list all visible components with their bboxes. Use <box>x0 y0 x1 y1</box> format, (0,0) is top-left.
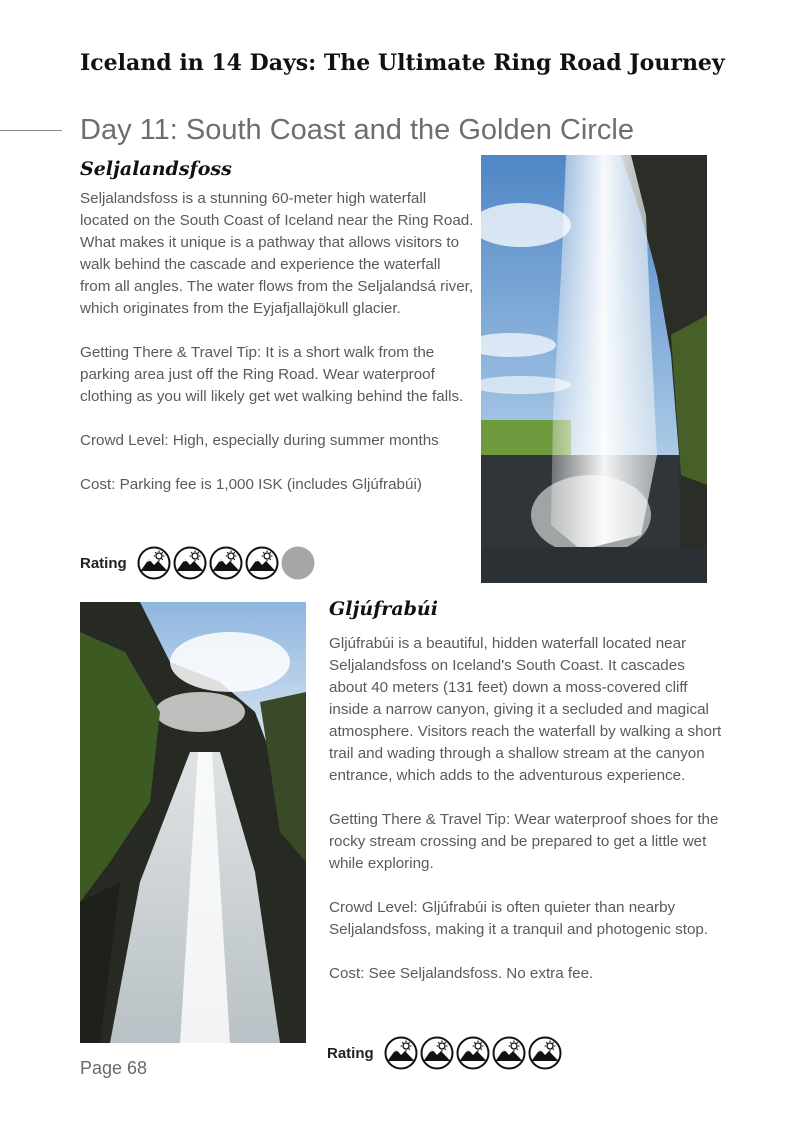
rating-row <box>80 546 317 580</box>
section-title: Seljalandsfoss <box>80 158 232 180</box>
rating-mountain-icon <box>173 546 207 580</box>
rating-empty-icon <box>281 546 315 580</box>
rating-icons <box>384 1036 564 1070</box>
crowd-level-text: Crowd Level: High, especially during summer months <box>80 432 439 449</box>
gljufrabui-photo <box>80 602 306 1043</box>
rating-mountain-icon <box>420 1036 454 1070</box>
travel-tip-text: Getting There & Travel Tip: Wear waterproof shoes for the rocky stream crossing and be prepared to get a little wet while exploring. <box>329 811 719 872</box>
rating-mountain-icon <box>245 546 279 580</box>
day-heading: Day 11: South Coast and the Golden Circle <box>80 114 635 146</box>
section-body <box>329 633 724 985</box>
heading-rule <box>0 130 62 131</box>
rating-mountain-icon <box>528 1036 562 1070</box>
page-number: Page 68 <box>80 1058 148 1078</box>
rating-label: Rating <box>80 554 127 572</box>
rating-icons <box>137 546 317 580</box>
rating-mountain-icon <box>137 546 171 580</box>
travel-tip-text: Getting There & Travel Tip: It is a short walk from the parking area just off the Ring Road. Wear waterproof clothing as you will likely get wet walking behind the falls. <box>80 344 464 405</box>
section-title: Gljúfrabúi <box>329 598 438 620</box>
rating-mountain-icon <box>209 546 243 580</box>
description-text: Seljalandsfoss is a stunning 60-meter high waterfall located on the South Coast of Iceland near the Ring Road. What makes it unique is a pathway that allows visitors to walk behind the cascade and experience the waterfall from all angles. The water flows from the Seljalandsá river, which originates from the Eyjafjallajökull glacier. <box>80 190 474 317</box>
rating-mountain-icon <box>456 1036 490 1070</box>
rating-mountain-icon <box>492 1036 526 1070</box>
seljalandsfoss-photo <box>481 155 707 583</box>
rating-mountain-icon <box>384 1036 418 1070</box>
document-title: Iceland in 14 Days: The Ultimate Ring Road Journey <box>80 50 725 76</box>
crowd-level-text: Crowd Level: Gljúfrabúi is often quieter than nearby Seljalandsfoss, making it a tranquil and photogenic stop. <box>329 899 709 938</box>
section-body <box>80 188 475 496</box>
cost-text: Cost: See Seljalandsfoss. No extra fee. <box>329 965 594 982</box>
cost-text: Cost: Parking fee is 1,000 ISK (includes Gljúfrabúi) <box>80 476 422 493</box>
description-text: Gljúfrabúi is a beautiful, hidden waterfall located near Seljalandsfoss on Iceland's South Coast. It cascades about 40 meters (131 feet) down a moss-covered cliff inside a narrow canyon, giving it a secluded and magical atmosphere. Visitors reach the waterfall by walking a short trail and wading through a shallow stream at the canyon entrance, which adds to the adventurous experience. <box>329 635 722 784</box>
rating-label: Rating <box>327 1044 374 1062</box>
rating-row <box>327 1036 564 1070</box>
